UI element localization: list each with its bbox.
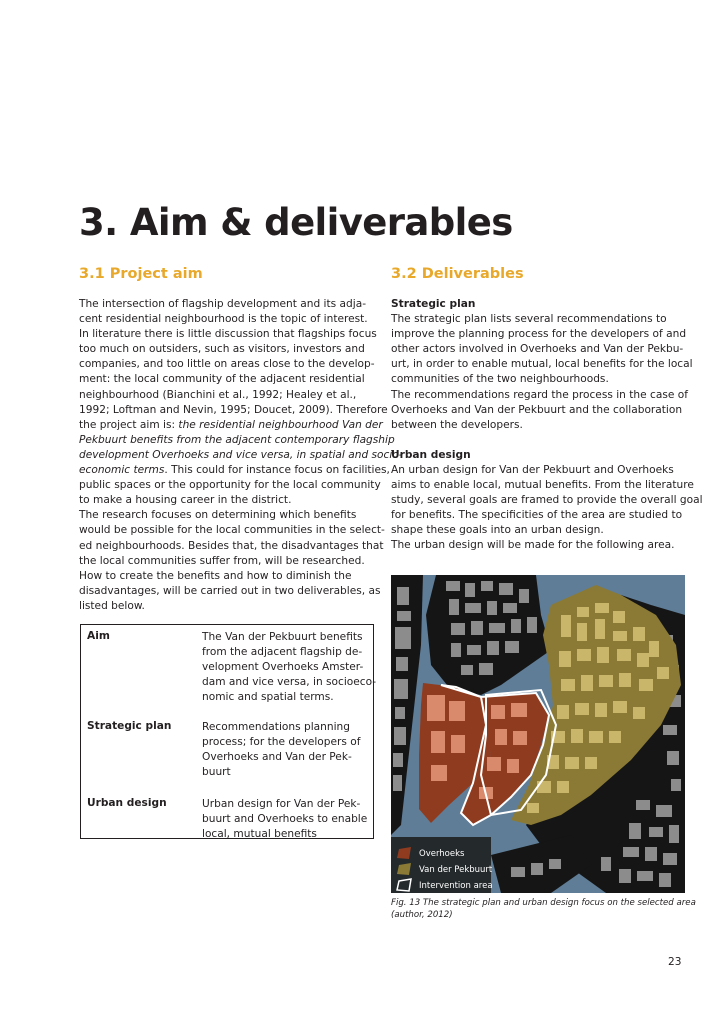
text-line [79, 463, 403, 478]
section-heading: 3. Aim & deliverables [79, 201, 513, 244]
text-line [391, 538, 703, 553]
aim-statement-text: Pekbuurt benefits from the adjacent contemporary flagship [79, 433, 395, 446]
aim-table-value-line: local, mutual benefits [202, 828, 317, 841]
body-text: cent residential neighbourhood is the topic of interest. [79, 313, 368, 326]
body-text: study, several goals are framed to provide the overall goal [391, 494, 703, 507]
aim-table-value [202, 630, 376, 705]
text-line [391, 433, 703, 448]
body-text: between the developers. [391, 418, 523, 431]
text-line [79, 523, 403, 538]
text-line [79, 312, 403, 327]
subheading-text: Strategic plan [391, 298, 476, 310]
aim-table-key: Urban design [87, 797, 167, 809]
text-line [79, 372, 403, 387]
text-line [391, 312, 703, 327]
body-text: The intersection of flagship development and its adja- [79, 298, 367, 310]
caption-line: (author, 2012) [391, 909, 453, 920]
legend-label-intervention: Intervention area [419, 881, 493, 891]
map-graphic [391, 575, 685, 893]
project-aim-title: 3.1 Project aim [79, 266, 203, 282]
subheading-text: Urban design [391, 448, 471, 461]
aim-table-value-line: buurt and Overhoeks to enable [202, 813, 368, 826]
body-text: . This could for instance focus on facilities, [164, 464, 390, 477]
text-line [79, 357, 403, 372]
text-line [391, 327, 703, 342]
body-text: An urban design for Van der Pekbuurt and Overhoeks [391, 463, 674, 476]
body-text: for benefits. The specificities of the area are studied to [391, 509, 683, 522]
text-line [79, 584, 403, 599]
aim-table-value-line: Overhoeks and Van der Pek- [202, 751, 352, 764]
body-text: other actors involved in Overhoeks and Van der Pekbu- [391, 343, 684, 356]
body-text: listed below. [79, 599, 145, 612]
body-text: Overhoeks and Van der Pekbuurt and the collaboration [391, 403, 683, 416]
aim-table-value-line: Urban design for Van der Pek- [202, 798, 361, 810]
body-text: would be possible for the local communities in the select- [79, 524, 385, 537]
text-line [391, 493, 703, 508]
body-text: ed neighbourhoods. Besides that, the disadvantages that [79, 539, 384, 552]
text-line [79, 418, 403, 433]
aim-table-value-line: buurt [202, 766, 231, 779]
text-line [391, 463, 703, 478]
text-line [79, 327, 403, 342]
body-text: In literature there is little discussion that flagships focus [79, 328, 377, 341]
figure-caption [391, 898, 696, 921]
aim-summary-table [80, 624, 377, 841]
text-line [391, 297, 703, 312]
text-line [79, 433, 403, 448]
aim-table-value-line: Recommendations planning [202, 721, 350, 733]
aim-table-key: Strategic plan [87, 720, 172, 732]
deliverables-body [391, 297, 703, 554]
text-line [391, 403, 703, 418]
aim-statement-text: economic terms [79, 464, 165, 477]
body-text: companies, and too little on areas close to the develop- [79, 358, 375, 371]
text-line [391, 372, 703, 387]
text-line [391, 357, 703, 372]
deliverables-title: 3.2 Deliverables [391, 266, 524, 282]
aim-table-value-line: The Van der Pekbuurt benefits [202, 631, 363, 643]
body-text: communities of the two neighbourhoods. [391, 373, 609, 386]
body-text: The strategic plan lists several recommendations to [391, 313, 667, 326]
body-text: the project aim is: [79, 418, 179, 431]
body-text: the local communities suffer from, will be researched. [79, 554, 365, 567]
aim-table-value-line: dam and vice versa, in socioeco- [202, 676, 377, 689]
aim-statement-text: development Overhoeks and vice versa, in spatial and socio- [79, 448, 403, 461]
caption-line: Fig. 13 The strategic plan and urban design focus on the selected area [391, 898, 696, 908]
body-text: urt, in order to enable mutual, local benefits for the local [391, 358, 693, 371]
text-line [79, 493, 403, 508]
aim-table-value-line: from the adjacent flagship de- [202, 646, 363, 659]
project-aim-body [79, 297, 403, 614]
text-line [79, 478, 403, 493]
text-line [79, 508, 403, 523]
text-line [391, 448, 703, 463]
text-line [79, 539, 403, 554]
body-text: The research focuses on determining which benefits [79, 509, 357, 522]
text-line [79, 403, 403, 418]
legend-label-overhoeks: Overhoeks [419, 849, 465, 859]
text-line [391, 508, 703, 523]
text-line [79, 599, 403, 614]
body-text: The recommendations regard the process in the case of [391, 388, 688, 401]
legend-label-pekbuurt: Van der Pekbuurt [419, 865, 493, 875]
body-text: shape these goals into an urban design. [391, 524, 604, 537]
aim-table-value [202, 720, 360, 780]
text-line [79, 448, 403, 463]
text-line [391, 418, 703, 433]
body-text: aims to enable local, mutual benefits. From the literature [391, 479, 694, 492]
aim-table-key: Aim [87, 630, 110, 642]
area-map [391, 575, 685, 893]
body-text: too much on outsiders, such as visitors, investors and [79, 343, 365, 356]
aim-table-value-line: nomic and spatial terms. [202, 691, 334, 704]
text-line [391, 523, 703, 538]
text-line [79, 569, 403, 584]
text-line [79, 554, 403, 569]
body-text: improve the planning process for the developers of and [391, 328, 687, 341]
body-text: The urban design will be made for the following area. [391, 539, 675, 552]
body-text: disadvantages, will be carried out in two deliverables, as [79, 584, 381, 597]
aim-table-value-line: velopment Overhoeks Amster- [202, 661, 364, 674]
body-text: neighbourhood (Bianchini et al., 1992; Healey et al., [79, 388, 357, 401]
text-line [391, 342, 703, 357]
aim-statement-text: the residential neighbourhood Van der [178, 418, 383, 431]
text-line [391, 478, 703, 493]
body-text: to make a housing career in the district. [79, 494, 292, 507]
text-line [79, 297, 403, 312]
text-line [79, 342, 403, 357]
aim-table-value-line: process; for the developers of [202, 736, 361, 749]
text-line [391, 388, 703, 403]
body-text: public spaces or the opportunity for the local community [79, 479, 381, 492]
page-number: 23 [668, 956, 682, 968]
body-text: How to create the benefits and how to diminish the [79, 569, 352, 582]
text-line [79, 388, 403, 403]
aim-table-value [202, 797, 367, 842]
body-text: 1992; Loftman and Nevin, 1995; Doucet, 2009). Therefore [79, 403, 388, 416]
body-text: ment: the local community of the adjacent residential [79, 373, 365, 386]
